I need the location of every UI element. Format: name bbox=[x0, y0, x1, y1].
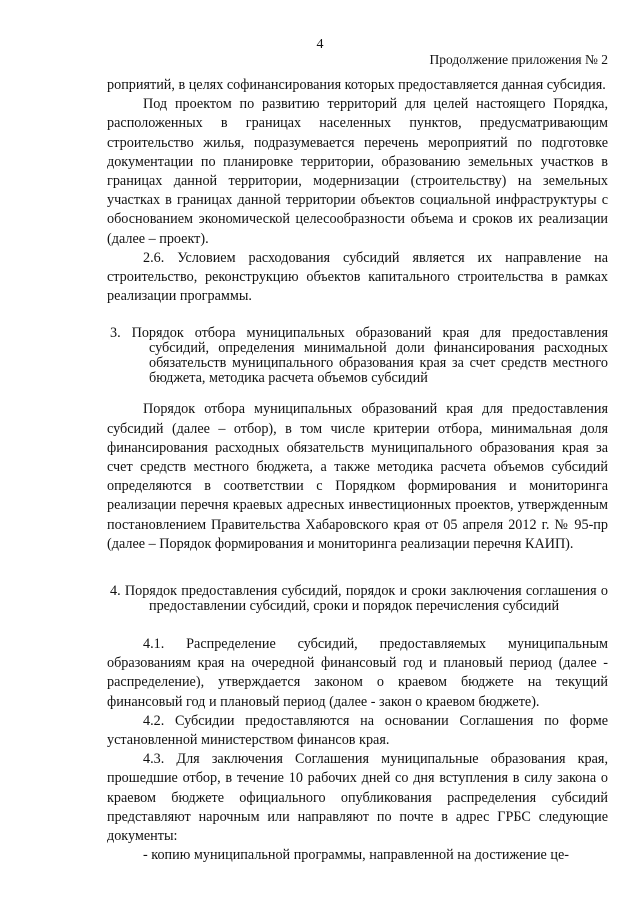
section-3-heading: 3. Порядок отбора муниципальных образований края для предоставления субсидий, определения минимальной доли финансирования расходных обязательств муниципального образования края за счет средств местного бюджета, методика расчета объемов субсидий bbox=[110, 325, 608, 387]
document-body bbox=[107, 76, 608, 866]
paragraph-selection-procedure: Порядок отбора муниципальных образований края для предоставления субсидий (далее – отбор), в том числе критерии отбора, минимальная доля финансирования расходных обязательств муниципального образования края за счет средств местного бюджета, а также методика расчета объемов субсидий определяются в соответствии с Порядком формирования и мониторинга реализации перечня краевых адресных инвестиционных проектов, утвержденным постановлением Правительства Хабаровского края от 05 апреля 2012 г. № 95-пр (далее – Порядок формирования и мониторинга реализации перечня КАИП). bbox=[107, 401, 608, 552]
list-item-program-copy: - копию муниципальной программы, направленной на достижение це- bbox=[143, 847, 570, 864]
paragraph-continued: роприятий, в целях софинансирования которых предоставляется данная субсидия. bbox=[107, 77, 606, 93]
appendix-continuation-label: Продолжение приложения № 2 bbox=[429, 52, 608, 67]
paragraph-2-6: 2.6. Условием расходования субсидий является их направление на строительство, реконструкцию объектов капитального строительства в рамках реализации программы. bbox=[107, 249, 608, 305]
spacer bbox=[107, 386, 608, 400]
section-4-heading: 4. Порядок предоставления субсидий, порядок и сроки заключения соглашения о предоставлении субсидий, сроки и порядок перечисления субсидий bbox=[110, 583, 608, 615]
spacer bbox=[107, 554, 608, 584]
paragraph-4-1: 4.1. Распределение субсидий, предоставляемых муниципальным образованиям края на очередной финансовый год и плановый период (далее - распределение), утверждается законом о краевом бюджете на текущий финансовый год и плановый период (далее - закон о краевом бюджете). bbox=[107, 636, 608, 710]
spacer bbox=[107, 306, 608, 326]
paragraph-4-3: 4.3. Для заключения Соглашения муниципальные образования края, прошедшие отбор, в течение 10 рабочих дней со дня вступления в силу закона о краевом бюджете официального опубликования распределения субсидий представляют нарочным или направляют по почте в адрес ГРБС следующие документы: bbox=[107, 751, 608, 845]
paragraph-4-2: 4.2. Субсидии предоставляются на основании Соглашения по форме установленной министерством финансов края. bbox=[107, 712, 608, 749]
paragraph-project-definition: Под проектом по развитию территорий для целей настоящего Порядка, расположенных в границах населенных пунктов, предусматривающим строительство жилья, подразумевается перечень мероприятий по подготовке документации по планировке территории, образованию земельных участков в границах данной территории, модернизации (строительству) на земельных участках в границах данной территории объектов социальной инфраструктуры с обоснованием экономической целесообразности объема и сроков их реализации (далее – проект). bbox=[107, 96, 608, 247]
spacer bbox=[107, 614, 608, 635]
page-number: 4 bbox=[316, 37, 324, 52]
